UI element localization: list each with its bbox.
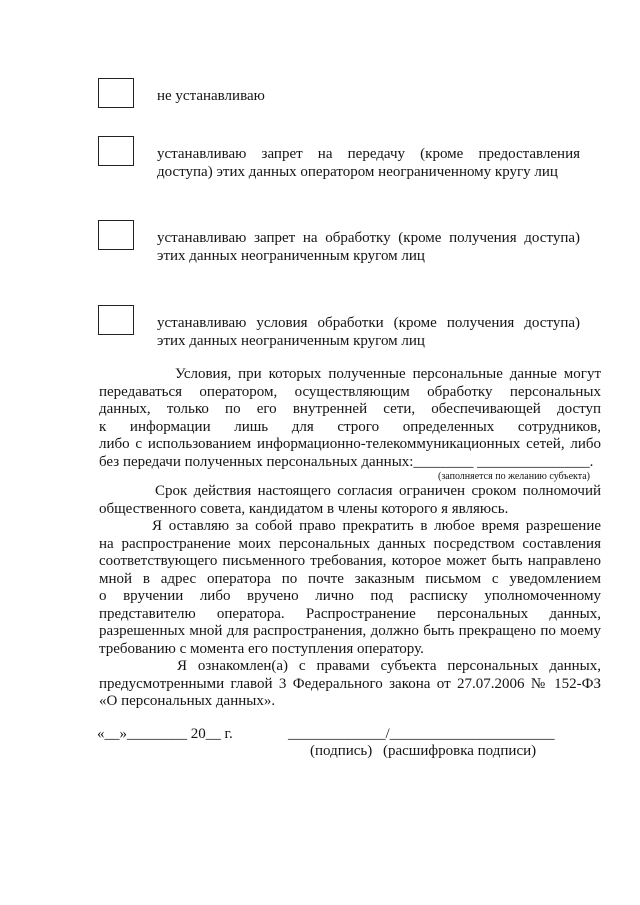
option-label bbox=[157, 230, 580, 265]
text-line: устанавливаю запрет на обработку (кроме получения доступа) bbox=[157, 230, 580, 246]
text-line: Я оставляю за собой право прекратить в любое время разрешение bbox=[152, 518, 601, 534]
text-line: этих данных неограниченным кругом лиц bbox=[157, 247, 425, 264]
text-line: Срок действия настоящего согласия ограничен сроком полномочий bbox=[155, 483, 601, 499]
text-line: представителю оператора. Распространение персональных данных, bbox=[99, 605, 601, 622]
option-label bbox=[157, 88, 580, 106]
option-processing-conditions bbox=[98, 305, 588, 365]
text-line: доступа) этих данных оператором неограниченному кругу лиц bbox=[157, 163, 558, 180]
text-line: Условия, при которых полученные персональные данные могут bbox=[175, 366, 601, 382]
option-transfer-ban bbox=[98, 136, 588, 196]
text-line: передаваться оператором, осуществляющим обработку персональных bbox=[99, 383, 601, 400]
option-no-restriction bbox=[98, 78, 588, 138]
text-line: не устанавливаю bbox=[157, 88, 265, 104]
text-line: требованию с момента его поступления оператору. bbox=[99, 640, 424, 657]
text-line: без передачи полученных персональных данных:________ _______________. bbox=[99, 453, 594, 470]
text-line: к информации лишь для строго определенных сотрудников, bbox=[99, 418, 601, 435]
text-line: Я ознакомлен(а) с правами субъекта персональных данных, bbox=[177, 658, 601, 674]
text-line: общественного совета, кандидатом в члены которого я являюсь. bbox=[99, 500, 509, 517]
option-label bbox=[157, 146, 580, 181]
text-line: о вручении либо вручено лично под расписку уполномоченному bbox=[99, 588, 601, 604]
name-decoding-label: (расшифровка подписи) bbox=[383, 743, 537, 759]
fill-in-note: (заполняется по желанию субъекта) bbox=[438, 471, 590, 482]
checkbox bbox=[98, 305, 134, 335]
text-line: устанавливаю условия обработки (кроме получения доступа) bbox=[157, 315, 580, 331]
text-line: данных, только по его внутренней сети, обеспечивающей доступ bbox=[99, 401, 601, 417]
term-paragraph bbox=[99, 483, 601, 518]
checkbox bbox=[98, 78, 134, 108]
signature-label: (подпись) bbox=[310, 743, 373, 759]
conditions-paragraph bbox=[99, 366, 601, 471]
option-label bbox=[157, 315, 580, 350]
signature-line: _____________/______________________ bbox=[288, 726, 555, 742]
text-line: на распространение моих персональных данных посредством составления bbox=[99, 535, 601, 552]
text-line: соответствующего письменного требования, которое может быть направлено bbox=[99, 553, 601, 569]
text-line: разрешенных мной для распространения, должно быть прекращено по моему bbox=[99, 623, 601, 639]
date-field: «__»________ 20__ г. bbox=[97, 726, 233, 742]
option-processing-ban bbox=[98, 220, 588, 280]
revocation-paragraph bbox=[99, 518, 601, 658]
text-line: этих данных неограниченным кругом лиц bbox=[157, 332, 425, 349]
text-line: предусмотренными главой 3 Федерального закона от 27.07.2006 № 152-ФЗ bbox=[99, 675, 601, 692]
checkbox bbox=[98, 136, 134, 166]
acknowledgement-paragraph bbox=[99, 658, 601, 711]
text-line: либо с использованием информационно-телекоммуникационных сетей, либо bbox=[99, 436, 601, 452]
text-line: мной в адрес оператора по почте заказным письмом с уведомлением bbox=[99, 570, 601, 587]
text-line: «О персональных данных». bbox=[99, 693, 276, 709]
text-line: устанавливаю запрет на передачу (кроме предоставления bbox=[157, 146, 580, 162]
checkbox bbox=[98, 220, 134, 250]
